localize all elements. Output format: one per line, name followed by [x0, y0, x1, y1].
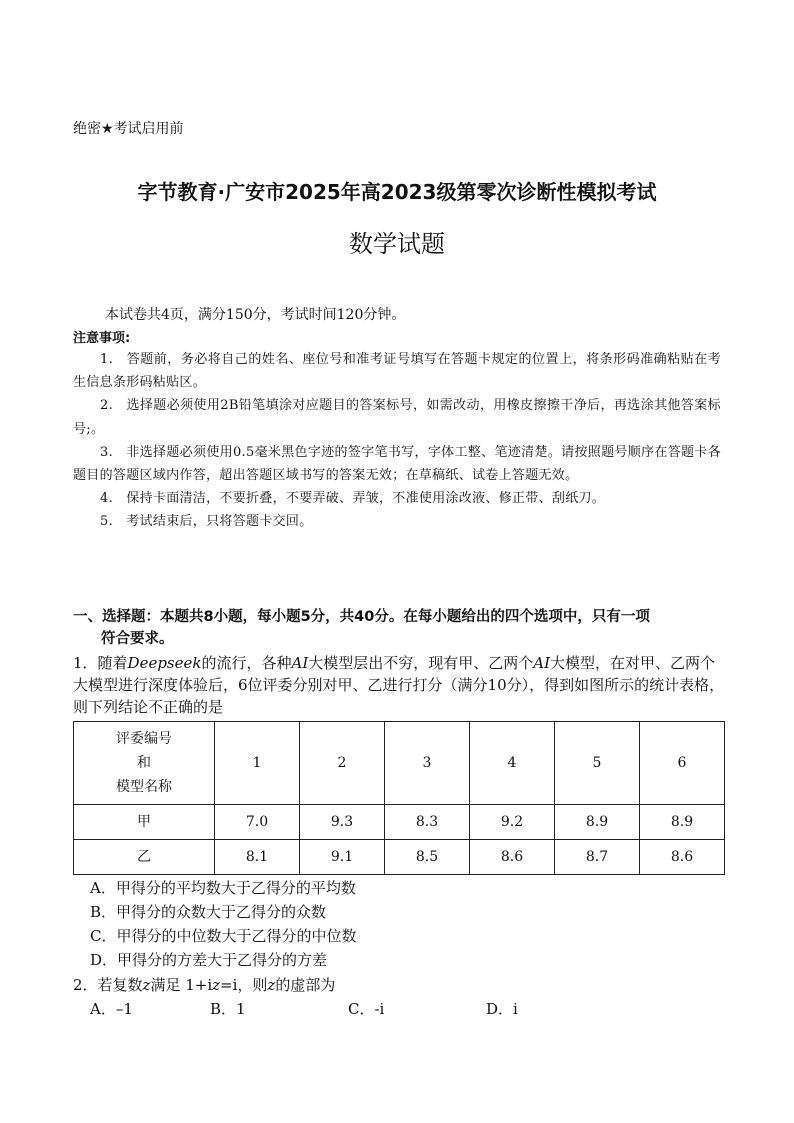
score-cell: 9.2 [470, 805, 555, 840]
model-name: 甲 [74, 805, 215, 840]
q1-deepseek: Deepseek [127, 654, 202, 672]
judge-number: 3 [385, 722, 470, 805]
question-1-stem [73, 652, 725, 718]
model-name: 乙 [74, 840, 215, 875]
judge-number: 5 [555, 722, 640, 805]
q1-option-c: C．甲得分的中位数大于乙得分的中位数 [90, 927, 357, 945]
q2-option-a: A．–1 [90, 1000, 133, 1018]
q2-var-z: z [212, 976, 221, 994]
q1-option-a: A．甲得分的平均数大于乙得分的平均数 [90, 879, 356, 897]
judge-number: 4 [470, 722, 555, 805]
q2-option-d: D．i [486, 1000, 518, 1018]
question-1-options [90, 876, 356, 972]
q2-var-z: z [267, 976, 276, 994]
q1-ai-1: AI [291, 654, 309, 672]
q1-text-a: 1．随着 [73, 654, 128, 672]
exam-intro: 本试卷共4页，满分150分，考试时间120分钟。 [105, 307, 406, 323]
q1-option-b: B．甲得分的众数大于乙得分的众数 [90, 903, 327, 921]
notice-item-5: 5. 考试结束后，只将答题卡交回。 [100, 514, 313, 530]
score-table-corner [74, 722, 215, 805]
score-cell: 9.1 [300, 840, 385, 875]
q2-text-c: =i，则 [220, 976, 268, 994]
q1-text-b: 的流行，各种 [201, 654, 292, 672]
section-heading-line2: 符合要求。 [101, 631, 174, 647]
notice-list [73, 348, 721, 534]
notice-heading: 注意事项: [73, 331, 131, 346]
q2-option-c: C．-i [348, 1000, 385, 1018]
score-table [73, 721, 725, 875]
score-cell: 8.7 [555, 840, 640, 875]
section-heading [73, 606, 725, 650]
section-heading-line1: 一、选择题：本题共8小题，每小题5分，共40分。在每小题给出的四个选项中，只有一项 [73, 609, 650, 625]
score-cell: 8.9 [640, 805, 725, 840]
score-cell: 8.6 [470, 840, 555, 875]
q1-option-d: D．甲得分的方差大于乙得分的方差 [90, 951, 328, 969]
exam-title: 字节教育·广安市2025年高2023级第零次诊断性模拟考试 [137, 180, 657, 204]
judge-number: 6 [640, 722, 725, 805]
q2-option-b: B．1 [210, 1000, 246, 1018]
notice-item-1: 1. 答题前，务必将自己的姓名、座位号和准考证号填写在答题卡规定的位置上，将条形码准确粘贴在考生信息条形码粘贴区。 [73, 352, 721, 391]
notice-item-4: 4. 保持卡面清洁，不要折叠，不要弄破、弄皱，不准使用涂改液、修正带、刮纸刀。 [100, 491, 606, 507]
q2-var-z: z [142, 976, 151, 994]
notice-item-3: 3. 非选择题必须使用0.5毫米黑色字迹的签字笔书写，字体工整、笔迹清楚。请按照题号顺序在答题卡各题目的答题区域内作答，超出答题区域书写的答案无效；在草稿纸、试卷上答题无效。 [73, 444, 721, 484]
judge-number: 1 [215, 722, 300, 805]
q1-ai-2: AI [533, 654, 551, 672]
notice-item-2: 2. 选择题必须使用2B铅笔填涂对应题目的答案标号，如需改动，用橡皮擦擦干净后，再选涂其他答案标号;。 [73, 398, 721, 437]
q2-text-d: 的虚部为 [275, 976, 336, 994]
header-line-judge: 评委编号 [116, 731, 172, 747]
q2-text-b: 满足 1+i [150, 976, 213, 994]
score-cell: 8.1 [215, 840, 300, 875]
score-cell: 9.3 [300, 805, 385, 840]
q1-text-c: 大模型层出不穷，现有甲、乙两个 [308, 654, 534, 672]
score-cell: 8.5 [385, 840, 470, 875]
exam-subtitle: 数学试题 [349, 230, 445, 258]
score-cell: 8.3 [385, 805, 470, 840]
score-table-header-row [74, 722, 725, 805]
q1-text-d: 大模型，在对甲、乙两个大模型进行深度体验后，6位评委分别对甲、乙进行打分（满分10分），得到如图所示的统计表格，则下列结论不正确的是 [73, 654, 725, 716]
question-2-stem [73, 974, 335, 995]
table-row [74, 805, 725, 840]
confidential-label: 绝密★考试启用前 [73, 121, 184, 137]
table-row [74, 840, 725, 875]
header-line-model: 模型名称 [116, 779, 172, 795]
header-line-and: 和 [137, 755, 151, 771]
judge-number: 2 [300, 722, 385, 805]
score-cell: 8.6 [640, 840, 725, 875]
score-cell: 7.0 [215, 805, 300, 840]
q2-text-a: 2．若复数 [73, 976, 143, 994]
score-cell: 8.9 [555, 805, 640, 840]
